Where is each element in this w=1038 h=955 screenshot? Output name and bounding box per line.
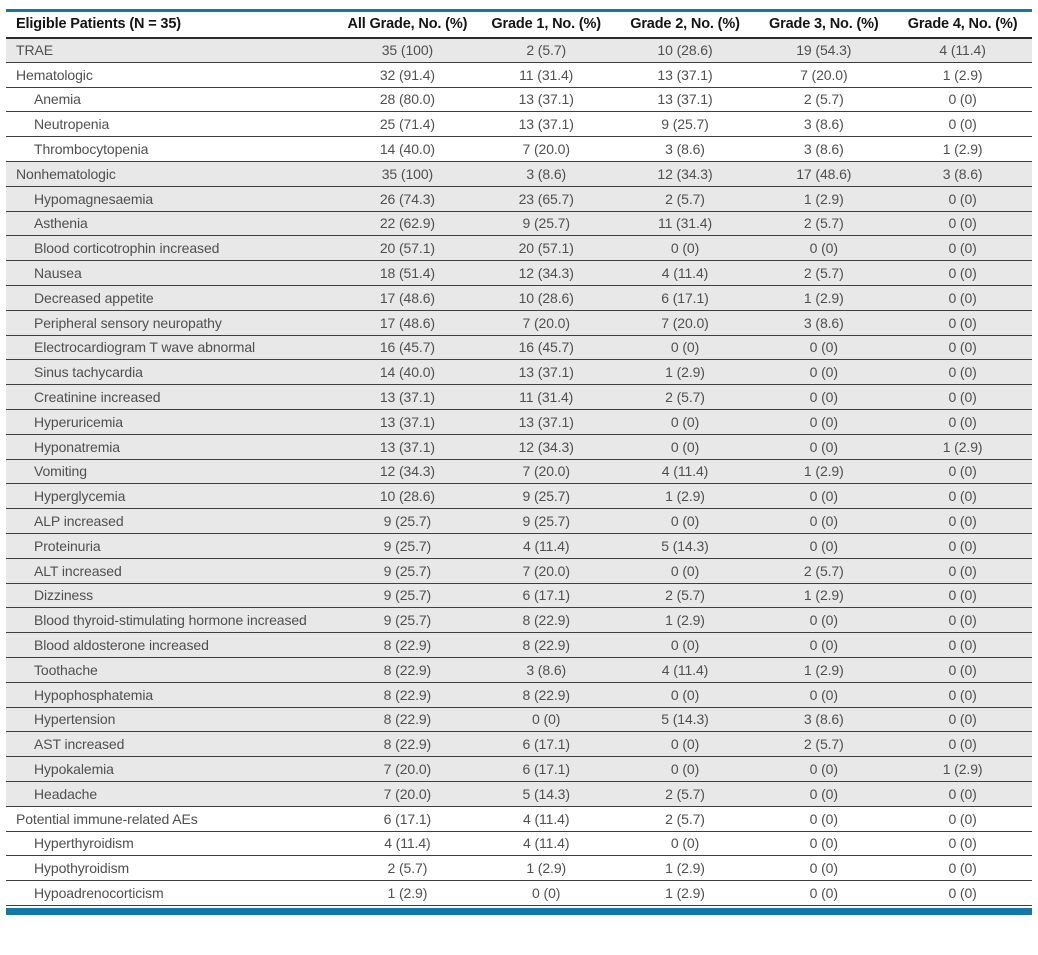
row-label: Blood corticotrophin increased — [6, 236, 338, 261]
row-label: Vomiting — [6, 459, 338, 484]
cell-value: 1 (2.9) — [754, 186, 893, 211]
cell-value: 2 (5.7) — [338, 856, 477, 881]
cell-value: 0 (0) — [754, 682, 893, 707]
cell-value: 2 (5.7) — [754, 211, 893, 236]
cell-value: 0 (0) — [893, 881, 1032, 906]
cell-value: 0 (0) — [893, 484, 1032, 509]
table-row — [6, 137, 1032, 162]
cell-value: 8 (22.9) — [477, 682, 616, 707]
cell-value: 32 (91.4) — [338, 62, 477, 87]
cell-value: 10 (28.6) — [616, 38, 755, 63]
cell-value: 10 (28.6) — [338, 484, 477, 509]
cell-value: 0 (0) — [616, 236, 755, 261]
cell-value: 1 (2.9) — [754, 285, 893, 310]
cell-value: 0 (0) — [893, 831, 1032, 856]
cell-value: 8 (22.9) — [338, 657, 477, 682]
cell-value: 12 (34.3) — [338, 459, 477, 484]
cell-value: 4 (11.4) — [338, 831, 477, 856]
row-label: Anemia — [6, 87, 338, 112]
cell-value: 1 (2.9) — [616, 856, 755, 881]
cell-value: 4 (11.4) — [616, 657, 755, 682]
row-label: Hyperuricemia — [6, 409, 338, 434]
cell-value: 0 (0) — [893, 459, 1032, 484]
cell-value: 0 (0) — [754, 360, 893, 385]
cell-value: 11 (31.4) — [477, 62, 616, 87]
cell-value: 6 (17.1) — [477, 583, 616, 608]
table-row — [6, 558, 1032, 583]
table-row — [6, 608, 1032, 633]
cell-value: 1 (2.9) — [616, 608, 755, 633]
table-row — [6, 385, 1032, 410]
cell-value: 7 (20.0) — [754, 62, 893, 87]
cell-value: 0 (0) — [754, 831, 893, 856]
cell-value: 8 (22.9) — [338, 633, 477, 658]
cell-value: 0 (0) — [893, 285, 1032, 310]
cell-value: 17 (48.6) — [338, 310, 477, 335]
table-row — [6, 186, 1032, 211]
cell-value: 7 (20.0) — [477, 137, 616, 162]
table-row — [6, 62, 1032, 87]
cell-value: 3 (8.6) — [754, 707, 893, 732]
cell-value: 0 (0) — [893, 335, 1032, 360]
cell-value: 8 (22.9) — [338, 732, 477, 757]
table-row — [6, 484, 1032, 509]
cell-value: 16 (45.7) — [477, 335, 616, 360]
cell-value: 23 (65.7) — [477, 186, 616, 211]
cell-value: 0 (0) — [893, 186, 1032, 211]
cell-value: 0 (0) — [893, 558, 1032, 583]
row-label: Hypophosphatemia — [6, 682, 338, 707]
row-label: AST increased — [6, 732, 338, 757]
cell-value: 9 (25.7) — [338, 583, 477, 608]
cell-value: 0 (0) — [893, 310, 1032, 335]
cell-value: 17 (48.6) — [754, 161, 893, 186]
row-label: Headache — [6, 781, 338, 806]
cell-value: 2 (5.7) — [616, 806, 755, 831]
table-row — [6, 682, 1032, 707]
cell-value: 0 (0) — [893, 732, 1032, 757]
table-row — [6, 781, 1032, 806]
table-row — [6, 657, 1032, 682]
cell-value: 12 (34.3) — [477, 261, 616, 286]
table-row — [6, 236, 1032, 261]
cell-value: 0 (0) — [893, 112, 1032, 137]
cell-value: 10 (28.6) — [477, 285, 616, 310]
cell-value: 18 (51.4) — [338, 261, 477, 286]
cell-value: 0 (0) — [754, 608, 893, 633]
cell-value: 0 (0) — [616, 409, 755, 434]
cell-value: 8 (22.9) — [477, 633, 616, 658]
row-label: Thrombocytopenia — [6, 137, 338, 162]
cell-value: 11 (31.4) — [477, 385, 616, 410]
cell-value: 12 (34.3) — [616, 161, 755, 186]
cell-value: 4 (11.4) — [893, 38, 1032, 63]
cell-value: 0 (0) — [893, 385, 1032, 410]
row-label: ALP increased — [6, 509, 338, 534]
row-label: Hyponatremia — [6, 434, 338, 459]
cell-value: 13 (37.1) — [338, 434, 477, 459]
cell-value: 0 (0) — [893, 806, 1032, 831]
cell-value: 0 (0) — [616, 335, 755, 360]
table-row — [6, 161, 1032, 186]
cell-value: 3 (8.6) — [893, 161, 1032, 186]
cell-value: 2 (5.7) — [477, 38, 616, 63]
cell-value: 13 (37.1) — [616, 87, 755, 112]
cell-value: 1 (2.9) — [338, 881, 477, 906]
cell-value: 5 (14.3) — [616, 533, 755, 558]
table-row — [6, 757, 1032, 782]
table-row — [6, 285, 1032, 310]
header-all-grade: All Grade, No. (%) — [338, 11, 477, 38]
cell-value: 9 (25.7) — [338, 509, 477, 534]
row-label: Hypoadrenocorticism — [6, 881, 338, 906]
cell-value: 0 (0) — [616, 558, 755, 583]
table-row — [6, 707, 1032, 732]
cell-value: 1 (2.9) — [893, 757, 1032, 782]
cell-value: 17 (48.6) — [338, 285, 477, 310]
cell-value: 35 (100) — [338, 161, 477, 186]
cell-value: 0 (0) — [754, 434, 893, 459]
cell-value: 9 (25.7) — [477, 211, 616, 236]
row-label: Hyperthyroidism — [6, 831, 338, 856]
cell-value: 0 (0) — [893, 87, 1032, 112]
cell-value: 7 (20.0) — [616, 310, 755, 335]
cell-value: 1 (2.9) — [893, 137, 1032, 162]
table-body — [6, 38, 1032, 906]
cell-value: 14 (40.0) — [338, 137, 477, 162]
cell-value: 0 (0) — [893, 583, 1032, 608]
row-label: Toothache — [6, 657, 338, 682]
row-label: Asthenia — [6, 211, 338, 236]
row-label: Sinus tachycardia — [6, 360, 338, 385]
cell-value: 12 (34.3) — [477, 434, 616, 459]
cell-value: 0 (0) — [616, 633, 755, 658]
cell-value: 7 (20.0) — [477, 459, 616, 484]
row-label: Nausea — [6, 261, 338, 286]
cell-value: 1 (2.9) — [754, 583, 893, 608]
cell-value: 0 (0) — [893, 533, 1032, 558]
cell-value: 2 (5.7) — [616, 781, 755, 806]
cell-value: 0 (0) — [893, 781, 1032, 806]
header-grade-1: Grade 1, No. (%) — [477, 11, 616, 38]
table-row — [6, 38, 1032, 63]
cell-value: 0 (0) — [616, 682, 755, 707]
cell-value: 8 (22.9) — [477, 608, 616, 633]
table-row — [6, 806, 1032, 831]
table-row — [6, 434, 1032, 459]
table-row — [6, 87, 1032, 112]
row-label: Decreased appetite — [6, 285, 338, 310]
cell-value: 13 (37.1) — [477, 87, 616, 112]
cell-value: 1 (2.9) — [893, 434, 1032, 459]
cell-value: 0 (0) — [893, 509, 1032, 534]
cell-value: 0 (0) — [754, 236, 893, 261]
cell-value: 2 (5.7) — [616, 186, 755, 211]
cell-value: 2 (5.7) — [754, 558, 893, 583]
cell-value: 1 (2.9) — [754, 459, 893, 484]
table-row — [6, 732, 1032, 757]
row-label: Blood thyroid-stimulating hormone increased — [6, 608, 338, 633]
cell-value: 6 (17.1) — [477, 732, 616, 757]
table-row — [6, 360, 1032, 385]
cell-value: 0 (0) — [893, 236, 1032, 261]
header-row — [6, 11, 1032, 38]
cell-value: 13 (37.1) — [477, 112, 616, 137]
cell-value: 0 (0) — [616, 509, 755, 534]
row-label: ALT increased — [6, 558, 338, 583]
cell-value: 13 (37.1) — [616, 62, 755, 87]
cell-value: 13 (37.1) — [477, 360, 616, 385]
cell-value: 3 (8.6) — [616, 137, 755, 162]
cell-value: 3 (8.6) — [477, 657, 616, 682]
row-label: Hypothyroidism — [6, 856, 338, 881]
table-row — [6, 112, 1032, 137]
cell-value: 0 (0) — [754, 757, 893, 782]
cell-value: 7 (20.0) — [477, 558, 616, 583]
table-row — [6, 856, 1032, 881]
cell-value: 0 (0) — [754, 484, 893, 509]
cell-value: 0 (0) — [754, 856, 893, 881]
table-row — [6, 310, 1032, 335]
row-label: Potential immune-related AEs — [6, 806, 338, 831]
table-bottom-accent-bar — [6, 908, 1032, 915]
adverse-events-table — [6, 9, 1032, 906]
cell-value: 0 (0) — [893, 707, 1032, 732]
cell-value: 0 (0) — [616, 831, 755, 856]
cell-value: 6 (17.1) — [338, 806, 477, 831]
cell-value: 14 (40.0) — [338, 360, 477, 385]
table-row — [6, 831, 1032, 856]
cell-value: 0 (0) — [893, 409, 1032, 434]
cell-value: 6 (17.1) — [477, 757, 616, 782]
cell-value: 0 (0) — [754, 385, 893, 410]
row-label: Nonhematologic — [6, 161, 338, 186]
cell-value: 0 (0) — [754, 409, 893, 434]
cell-value: 13 (37.1) — [477, 409, 616, 434]
cell-value: 9 (25.7) — [338, 608, 477, 633]
table-row — [6, 881, 1032, 906]
cell-value: 7 (20.0) — [477, 310, 616, 335]
cell-value: 20 (57.1) — [477, 236, 616, 261]
header-grade-3: Grade 3, No. (%) — [754, 11, 893, 38]
cell-value: 0 (0) — [754, 781, 893, 806]
cell-value: 8 (22.9) — [338, 682, 477, 707]
cell-value: 0 (0) — [754, 806, 893, 831]
table-row — [6, 261, 1032, 286]
cell-value: 0 (0) — [477, 707, 616, 732]
cell-value: 0 (0) — [893, 261, 1032, 286]
cell-value: 0 (0) — [754, 509, 893, 534]
cell-value: 1 (2.9) — [893, 62, 1032, 87]
cell-value: 35 (100) — [338, 38, 477, 63]
cell-value: 3 (8.6) — [754, 310, 893, 335]
cell-value: 3 (8.6) — [477, 161, 616, 186]
table-row — [6, 509, 1032, 534]
cell-value: 4 (11.4) — [477, 831, 616, 856]
cell-value: 2 (5.7) — [754, 732, 893, 757]
row-label: Hyperglycemia — [6, 484, 338, 509]
cell-value: 0 (0) — [616, 757, 755, 782]
cell-value: 7 (20.0) — [338, 781, 477, 806]
cell-value: 7 (20.0) — [338, 757, 477, 782]
row-label: Blood aldosterone increased — [6, 633, 338, 658]
cell-value: 0 (0) — [893, 856, 1032, 881]
row-label: TRAE — [6, 38, 338, 63]
cell-value: 0 (0) — [893, 211, 1032, 236]
cell-value: 0 (0) — [893, 360, 1032, 385]
row-label: Neutropenia — [6, 112, 338, 137]
cell-value: 0 (0) — [893, 657, 1032, 682]
cell-value: 4 (11.4) — [477, 533, 616, 558]
cell-value: 4 (11.4) — [477, 806, 616, 831]
table-row — [6, 533, 1032, 558]
cell-value: 11 (31.4) — [616, 211, 755, 236]
cell-value: 13 (37.1) — [338, 409, 477, 434]
cell-value: 0 (0) — [754, 881, 893, 906]
table-row — [6, 459, 1032, 484]
cell-value: 4 (11.4) — [616, 261, 755, 286]
cell-value: 9 (25.7) — [338, 558, 477, 583]
header-grade-4: Grade 4, No. (%) — [893, 11, 1032, 38]
row-label: Hypomagnesaemia — [6, 186, 338, 211]
cell-value: 5 (14.3) — [477, 781, 616, 806]
cell-value: 3 (8.6) — [754, 112, 893, 137]
row-label: Hematologic — [6, 62, 338, 87]
row-label: Hypertension — [6, 707, 338, 732]
cell-value: 22 (62.9) — [338, 211, 477, 236]
cell-value: 20 (57.1) — [338, 236, 477, 261]
table-row — [6, 409, 1032, 434]
cell-value: 5 (14.3) — [616, 707, 755, 732]
cell-value: 0 (0) — [754, 335, 893, 360]
cell-value: 26 (74.3) — [338, 186, 477, 211]
cell-value: 1 (2.9) — [616, 360, 755, 385]
cell-value: 1 (2.9) — [616, 881, 755, 906]
cell-value: 0 (0) — [754, 633, 893, 658]
cell-value: 28 (80.0) — [338, 87, 477, 112]
cell-value: 0 (0) — [477, 881, 616, 906]
cell-value: 4 (11.4) — [616, 459, 755, 484]
cell-value: 0 (0) — [754, 533, 893, 558]
cell-value: 0 (0) — [616, 732, 755, 757]
cell-value: 13 (37.1) — [338, 385, 477, 410]
cell-value: 3 (8.6) — [754, 137, 893, 162]
header-eligible-patients: Eligible Patients (N = 35) — [6, 11, 338, 38]
cell-value: 1 (2.9) — [754, 657, 893, 682]
cell-value: 0 (0) — [893, 682, 1032, 707]
row-label: Electrocardiogram T wave abnormal — [6, 335, 338, 360]
cell-value: 1 (2.9) — [477, 856, 616, 881]
cell-value: 19 (54.3) — [754, 38, 893, 63]
table-row — [6, 211, 1032, 236]
cell-value: 9 (25.7) — [338, 533, 477, 558]
cell-value: 0 (0) — [616, 434, 755, 459]
cell-value: 2 (5.7) — [616, 385, 755, 410]
table-row — [6, 335, 1032, 360]
cell-value: 6 (17.1) — [616, 285, 755, 310]
row-label: Hypokalemia — [6, 757, 338, 782]
row-label: Peripheral sensory neuropathy — [6, 310, 338, 335]
cell-value: 0 (0) — [893, 608, 1032, 633]
row-label: Creatinine increased — [6, 385, 338, 410]
row-label: Dizziness — [6, 583, 338, 608]
cell-value: 1 (2.9) — [616, 484, 755, 509]
cell-value: 9 (25.7) — [477, 509, 616, 534]
cell-value: 9 (25.7) — [616, 112, 755, 137]
cell-value: 0 (0) — [893, 633, 1032, 658]
table-row — [6, 633, 1032, 658]
cell-value: 8 (22.9) — [338, 707, 477, 732]
row-label: Proteinuria — [6, 533, 338, 558]
cell-value: 9 (25.7) — [477, 484, 616, 509]
cell-value: 2 (5.7) — [616, 583, 755, 608]
header-grade-2: Grade 2, No. (%) — [616, 11, 755, 38]
cell-value: 2 (5.7) — [754, 87, 893, 112]
cell-value: 25 (71.4) — [338, 112, 477, 137]
table-row — [6, 583, 1032, 608]
cell-value: 2 (5.7) — [754, 261, 893, 286]
cell-value: 16 (45.7) — [338, 335, 477, 360]
